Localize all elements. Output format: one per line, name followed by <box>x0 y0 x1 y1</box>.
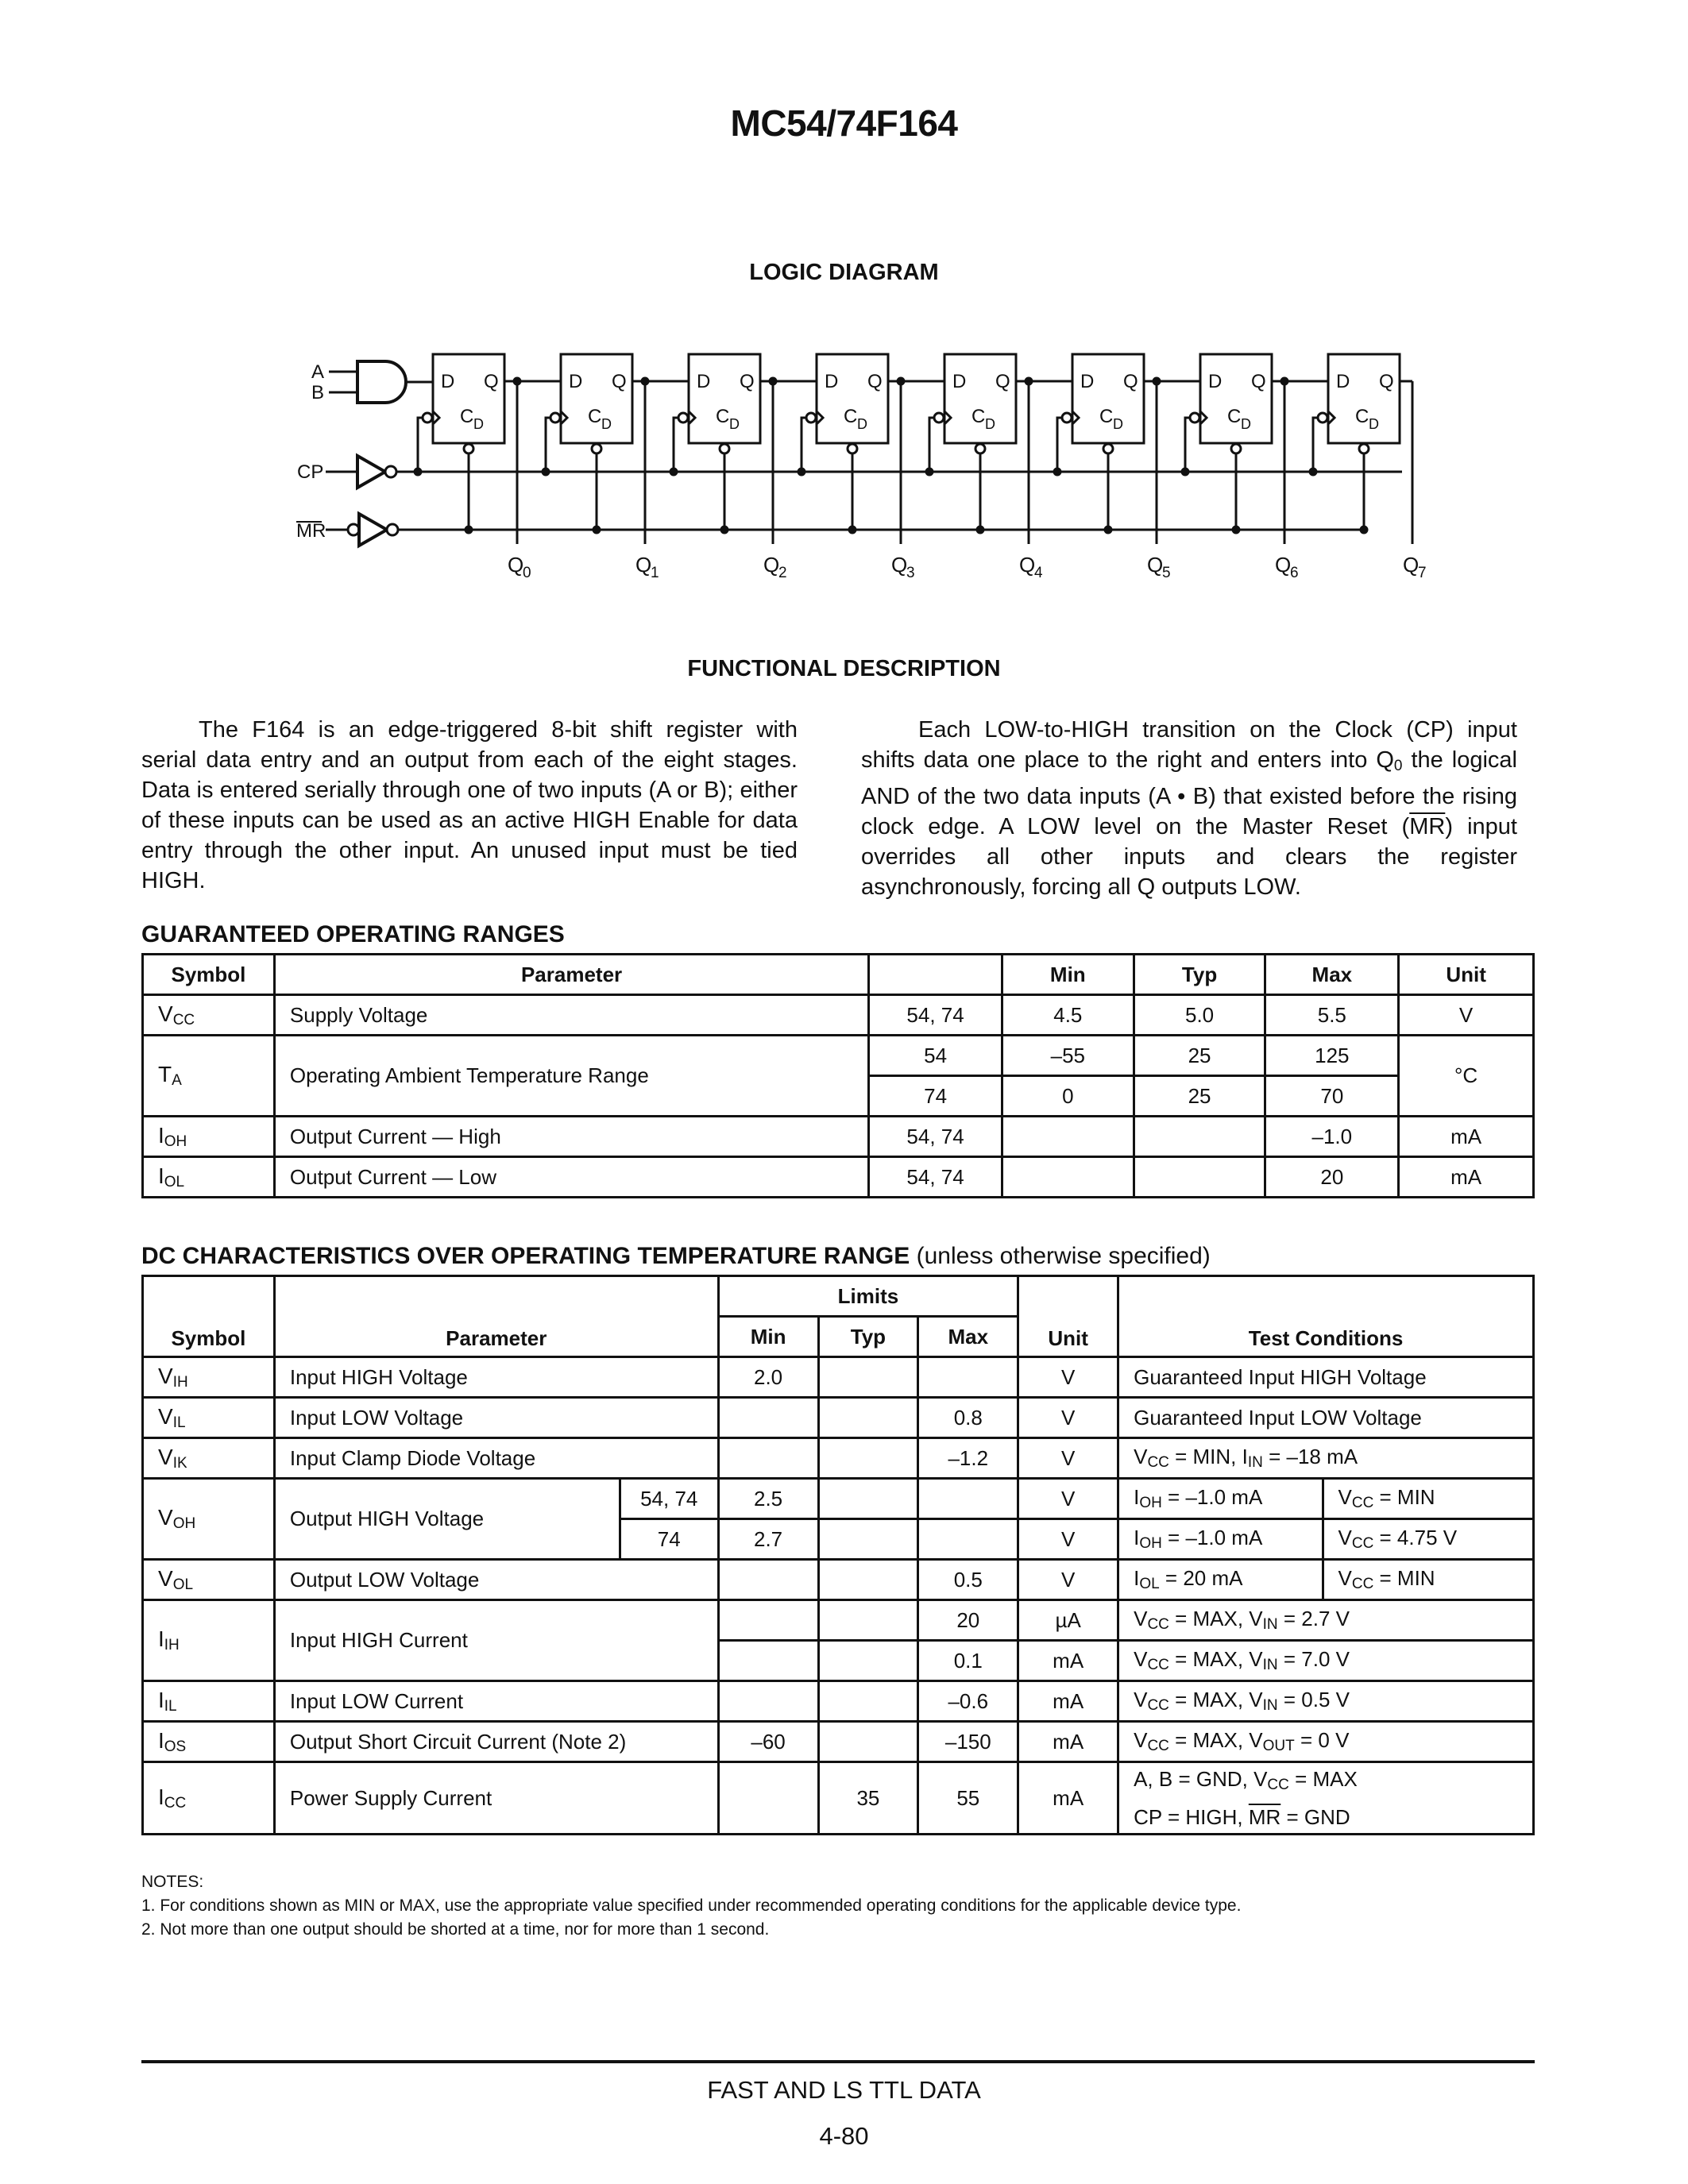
ff-d-label: D <box>1080 371 1095 392</box>
ff-d-label: D <box>569 371 583 392</box>
table-row: $V_{IL}$ Input LOW Voltage 0.8 V Guaranteed Input LOW Voltage <box>143 1398 1534 1438</box>
output-q-sub: 5 <box>1162 565 1171 581</box>
table-row: $I_{IH}$ Input HIGH Current 20 µA $V_{CC}$ = MAX, $V_{IN} = 2.7$ V <box>143 1600 1534 1641</box>
ff-cd-sub: D <box>729 416 740 432</box>
ff-q-label: Q <box>740 371 755 392</box>
output-q-label: Q <box>1147 553 1164 577</box>
ff-cd-label: C <box>588 406 602 427</box>
output-q-label: Q <box>1275 553 1292 577</box>
table-row: $I_{IL}$ Input LOW Current –0.6 mA $V_{CC}$ = MAX, $V_{IN} = 0.5$ V <box>143 1681 1534 1722</box>
table-header-row <box>143 955 1534 995</box>
flip-flop <box>817 354 888 443</box>
col-min: Min <box>1002 955 1134 995</box>
dc-characteristics-title: DC CHARACTERISTICS OVER OPERATING TEMPERATURE RANGE (unless otherwise specified) <box>141 1243 1211 1269</box>
ff-cd-sub: D <box>857 416 867 432</box>
table-row: $I_{OH}$ Output Current — High 54, 74 –1.0 mA <box>143 1117 1534 1157</box>
footer-label: FAST AND LS TTL DATA <box>707 2076 981 2104</box>
table-header-row: Min Typ Max <box>143 1317 1534 1357</box>
ff-cd-sub: D <box>1369 416 1379 432</box>
page-title: MC54/74F164 <box>730 102 958 144</box>
ff-cd-sub: D <box>985 416 995 432</box>
dc-characteristics-table <box>141 1275 1535 1835</box>
ff-cd-label: C <box>460 406 474 427</box>
col-unit: Unit <box>1399 955 1534 995</box>
table-row: 0.1 mA $V_{CC}$ = MAX, $V_{IN} = 7.0$ V <box>143 1641 1534 1681</box>
ff-q-label: Q <box>484 371 499 392</box>
flip-flop <box>944 354 1016 443</box>
ff-q-label: Q <box>1251 371 1266 392</box>
input-a-label: A <box>311 361 325 383</box>
output-q-sub: 0 <box>523 565 531 581</box>
col-condition <box>869 955 1002 995</box>
ff-cd-label: C <box>716 406 730 427</box>
ff-q-label: Q <box>995 371 1010 392</box>
output-q-sub: 6 <box>1290 565 1299 581</box>
ff-cd-label: C <box>1355 406 1369 427</box>
cp-label: CP <box>297 461 324 483</box>
flip-flop <box>433 354 504 443</box>
output-q-label: Q <box>891 553 908 577</box>
logic-diagram <box>0 0 1688 619</box>
table-row: $T_A$ Operating Ambient Temperature Range 54 –55 25 125 °C <box>143 1036 1534 1076</box>
functional-left-paragraph: The F164 is an edge-triggered 8-bit shift register with serial data entry and an output from each of the eight stages. Data is entered serially through one of two inputs (A or B); either of these inputs can be used as an active HIGH Enable for data entry through the other input. An unused input must be tied HIGH. <box>141 717 798 893</box>
page-number: 4-80 <box>819 2122 869 2150</box>
output-q-sub: 1 <box>651 565 659 581</box>
ff-cd-sub: D <box>1241 416 1251 432</box>
table-row: 74 0 25 70 <box>143 1076 1534 1117</box>
output-q-label: Q <box>508 553 524 577</box>
and-gate <box>357 361 406 403</box>
ff-cd-label: C <box>1099 406 1114 427</box>
ff-d-label: D <box>952 371 967 392</box>
output-q-sub: 2 <box>778 565 787 581</box>
mr-label: MR <box>296 520 326 542</box>
ff-cd-sub: D <box>601 416 612 432</box>
table-row: $I_{OS}$ Output Short Circuit Current (Note 2) –60 –150 mA $V_{CC}$ = MAX, $V_{OUT} = 0$ V <box>143 1722 1534 1762</box>
flip-flop <box>1328 354 1400 443</box>
footer-divider <box>141 2060 1535 2063</box>
ff-d-label: D <box>825 371 839 392</box>
table-header-row: Symbol Parameter Limits Unit Test Conditions <box>143 1276 1534 1317</box>
ff-q-label: Q <box>1379 371 1394 392</box>
cp-buffer <box>357 456 385 488</box>
ff-d-label: D <box>1208 371 1223 392</box>
output-q-sub: 3 <box>906 565 915 581</box>
ff-cd-label: C <box>844 406 858 427</box>
flip-flop <box>689 354 760 443</box>
ff-cd-label: C <box>971 406 986 427</box>
col-max: Max <box>1265 955 1399 995</box>
functional-right-paragraph: Each LOW-to-HIGH transition on the Clock (CP) input shifts data one place to the right and enters into $Q_0$ the logical AND of the two data inputs (A • B) that existed before the rising clock edge. A LOW level on the Master Reset $(\overline{MR})$ input overrides all other inputs and clears the register asynchronously, forcing all Q outputs LOW. <box>861 717 1517 900</box>
flip-flop <box>1072 354 1144 443</box>
notes: NOTES: 1. For conditions shown as MIN or MAX, use the appropriate value specified under recommended operating conditions for the applicable device type. 2. Not more than one output should be shorted at a time, nor for more than 1 second. <box>141 1873 1242 1939</box>
ff-q-label: Q <box>1123 371 1138 392</box>
output-q-label: Q <box>1019 553 1036 577</box>
mr-buffer <box>359 514 387 546</box>
output-q-sub: 7 <box>1418 565 1427 581</box>
ff-d-label: D <box>441 371 455 392</box>
operating-ranges-table <box>141 953 1535 1198</box>
output-q-sub: 4 <box>1034 565 1043 581</box>
table-row: $I_{OL}$ Output Current — Low 54, 74 20 mA <box>143 1157 1534 1198</box>
ff-cd-sub: D <box>1113 416 1123 432</box>
ff-d-label: D <box>697 371 711 392</box>
col-typ: Typ <box>1134 955 1265 995</box>
ff-cd-sub: D <box>473 416 484 432</box>
output-q-label: Q <box>763 553 780 577</box>
ff-d-label: D <box>1336 371 1350 392</box>
ff-q-label: Q <box>612 371 627 392</box>
operating-ranges-title: GUARANTEED OPERATING RANGES <box>141 921 565 947</box>
col-symbol: Symbol <box>143 955 275 995</box>
table-row: $V_{OL}$ Output LOW Voltage 0.5 V $I_{OL} = 20$ mA $V_{CC}$ = MIN <box>143 1560 1534 1600</box>
table-row: $V_{IH}$ Input HIGH Voltage 2.0 V Guaranteed Input HIGH Voltage <box>143 1357 1534 1398</box>
flip-flop <box>561 354 632 443</box>
table-row: $V_{OH}$ Output HIGH Voltage 54, 74 2.5 V $I_{OH} = -1.0$ mA $V_{CC}$ = MIN <box>143 1479 1534 1519</box>
output-q-label: Q <box>1403 553 1420 577</box>
table-row: 74 2.7 V $I_{OH} = -1.0$ mA $V_{CC} = 4.75$ V <box>143 1519 1534 1560</box>
table-row: $I_{CC}$ Power Supply Current 35 55 mA A, B = GND, $V_{CC}$ = MAX CP = HIGH, $\overline{MR}$ = GND <box>143 1762 1534 1835</box>
table-row: $V_{IK}$ Input Clamp Diode Voltage –1.2 V $V_{CC}$ = MIN, $I_{IN} = -18$ mA <box>143 1438 1534 1479</box>
input-b-label: B <box>311 382 325 403</box>
functional-description-heading: FUNCTIONAL DESCRIPTION <box>687 656 1001 681</box>
flip-flop <box>1200 354 1272 443</box>
table-row: $V_{CC}$ Supply Voltage 54, 74 4.5 5.0 5.5 V <box>143 995 1534 1036</box>
ff-cd-label: C <box>1227 406 1242 427</box>
col-parameter: Parameter <box>274 955 868 995</box>
output-q-label: Q <box>635 553 652 577</box>
logic-diagram-heading: LOGIC DIAGRAM <box>749 260 939 285</box>
ff-q-label: Q <box>867 371 883 392</box>
